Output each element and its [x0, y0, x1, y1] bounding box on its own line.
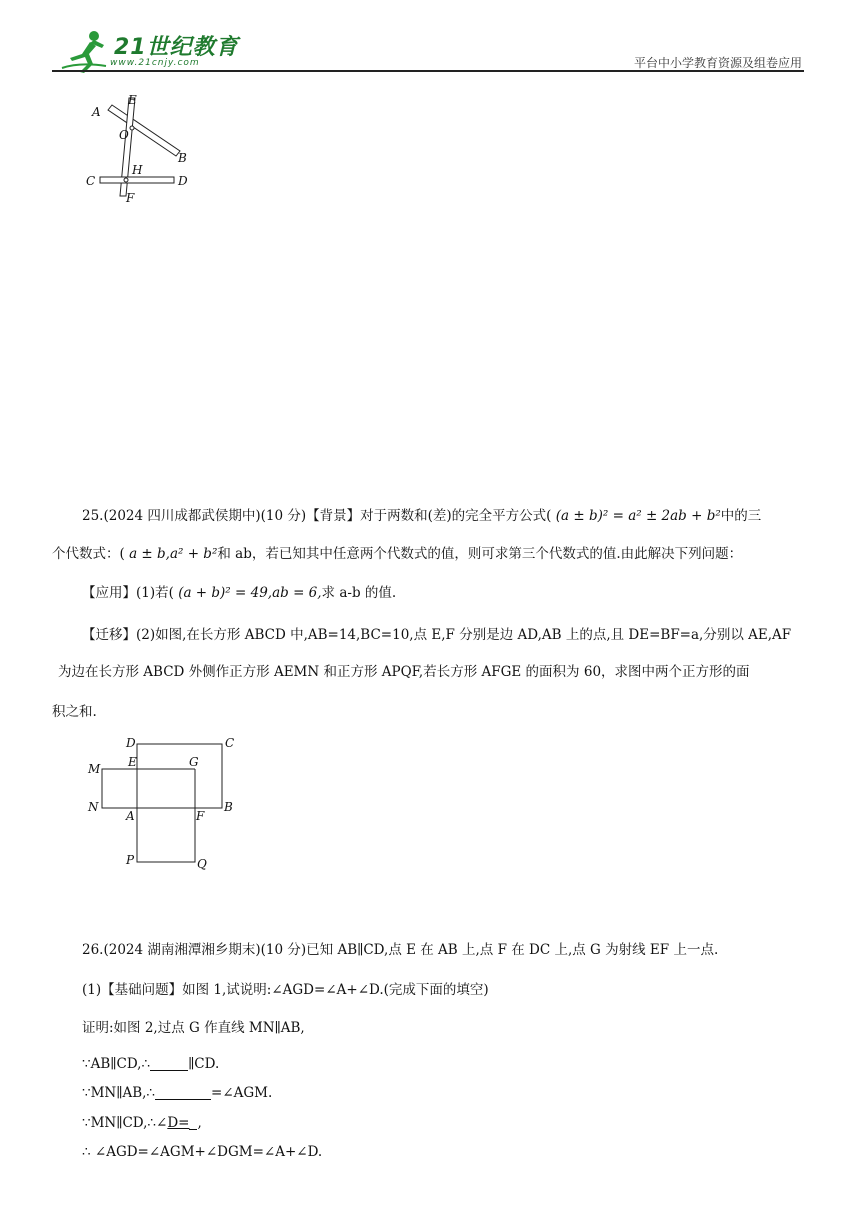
q26-step3-a: ∵MN∥CD,∴∠ [82, 1115, 168, 1131]
q25-line2-a: 个代数式：( [52, 546, 125, 562]
q25-line2 [52, 544, 742, 564]
q25-line2-b: 和 ab，若已知其中任意两个代数式的值，则可求第三个代数式的值.由此解决下列问题： [217, 546, 743, 562]
q26-step3-underline: D= [167, 1115, 190, 1131]
label-N: N [88, 800, 99, 814]
header-divider [52, 70, 804, 72]
label-B: B [224, 800, 233, 814]
label-G: G [189, 755, 199, 769]
q26-step1-b: ∥CD. [188, 1056, 220, 1072]
runner-icon [60, 28, 110, 74]
q25-transfer-1: 【迁移】(2)如图,在长方形 ABCD 中,AB=14,BC=10,点 E,F 分别是边 AD,AB 上的点,且 DE=BF=a,分别以 AE,AF [82, 627, 792, 643]
q25-apply-b: 求 a-b 的值. [321, 585, 397, 601]
q25-transfer-2: 为边在长方形 ABCD 外侧作正方形 AEMN 和正方形 APQF,若长方形 AFGE 的面积为 60，求图中两个正方形的面 [58, 664, 750, 680]
q26-step1-a: ∵AB∥CD,∴ [82, 1056, 151, 1072]
label-A: A [92, 105, 101, 119]
logo-url: www.21cnjy.com [110, 58, 200, 68]
label-B: B [178, 151, 187, 165]
header-tagline: 平台中小学教育资源及组卷应用 [633, 56, 802, 70]
q26-step4: ∴ ∠AGD=∠AGM+∠DGM=∠A+∠D. [82, 1144, 323, 1160]
q25-line2-exprs: a ± b,a² + b² [129, 546, 218, 562]
label-Q: Q [197, 857, 207, 871]
logo-text: 21世纪教育 [114, 35, 239, 60]
label-M: M [88, 762, 101, 776]
label-C: C [225, 736, 235, 750]
label-E: E [128, 93, 137, 107]
q26-step2-a: ∵MN∥AB,∴ [82, 1085, 156, 1101]
label-D: D [126, 736, 136, 750]
q26-step2 [82, 1083, 272, 1103]
blank-2[interactable] [155, 1085, 211, 1100]
q26-step2-b: =∠AGM. [211, 1085, 273, 1101]
q25-intro-end: 中的三 [720, 508, 762, 524]
q25-apply-line [82, 583, 396, 603]
figure-rectangle-squares [82, 734, 242, 874]
label-P: P [126, 853, 135, 867]
q26-step3-b: , [197, 1115, 202, 1131]
page-header [0, 0, 860, 80]
q25-intro: 25.(2024 四川成都武侯期中)(10 分)【背景】对于两数和(差)的完全平方公式( [82, 508, 552, 524]
figure-crossing-strips [82, 88, 202, 208]
q25-transfer-3: 积之和. [52, 704, 97, 720]
q26-step1 [82, 1054, 219, 1074]
q26-step3 [82, 1113, 202, 1133]
label-H: H [132, 163, 143, 177]
label-C: C [86, 174, 96, 188]
q25-apply-formula: (a + b)² = 49,ab = 6, [178, 585, 322, 601]
label-F: F [126, 191, 135, 205]
q25-intro-line [82, 506, 761, 526]
label-A: A [126, 809, 135, 823]
label-E: E [128, 755, 137, 769]
label-O: O [119, 128, 129, 142]
label-F: F [196, 809, 205, 823]
q26-part1: (1)【基础问题】如图 1,试说明:∠AGD=∠A+∠D.(完成下面的填空) [82, 982, 489, 998]
q25-formula: (a ± b)² = a² ± 2ab + b² [555, 508, 721, 524]
logo [60, 28, 240, 74]
blank-1[interactable] [150, 1056, 188, 1071]
q26-intro: 26.(2024 湖南湘潭湘乡期末)(10 分)已知 AB∥CD,点 E 在 AB 上,点 F 在 DC 上,点 G 为射线 EF 上一点. [82, 942, 719, 958]
label-D: D [178, 174, 188, 188]
q26-proof-intro: 证明:如图 2,过点 G 作直线 MN∥AB, [82, 1020, 305, 1036]
q25-apply-a: 【应用】(1)若( [82, 585, 174, 601]
